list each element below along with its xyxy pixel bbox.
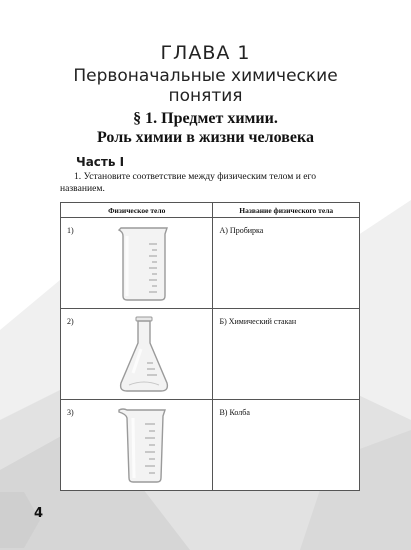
row-number: 2) — [67, 317, 74, 326]
chapter-subtitle-line2: понятия — [168, 86, 243, 106]
answer-option-a: А) Пробирка — [219, 226, 264, 235]
task-text: 1. Установите соответствие между физическим телом и его названием. — [60, 171, 316, 194]
table-row — [61, 309, 360, 400]
header-body-name: Название физического тела — [213, 203, 360, 218]
erlenmeyer-flask-icon — [109, 313, 179, 395]
section-title-line1: § 1. Предмет химии. — [133, 110, 278, 127]
beaker-icon — [109, 222, 179, 304]
page-number: 4 — [34, 506, 44, 521]
answer-option-b: Б) Химический стакан — [219, 317, 297, 326]
measuring-beaker-icon — [109, 404, 179, 486]
row-number: 3) — [67, 408, 74, 417]
chapter-title: ГЛАВА 1 — [160, 42, 251, 64]
answer-option-c: В) Колба — [219, 408, 250, 417]
header-physical-body: Физическое тело — [61, 203, 213, 218]
row-number: 1) — [67, 226, 74, 235]
chapter-subtitle-line1: Первоначальные химические — [73, 66, 338, 86]
table-header-row — [61, 203, 360, 218]
section-title-line2: Роль химии в жизни человека — [97, 129, 314, 146]
table-row — [61, 218, 360, 309]
matching-table — [60, 202, 360, 491]
table-row — [61, 400, 360, 491]
part-label: Часть I — [76, 155, 125, 169]
